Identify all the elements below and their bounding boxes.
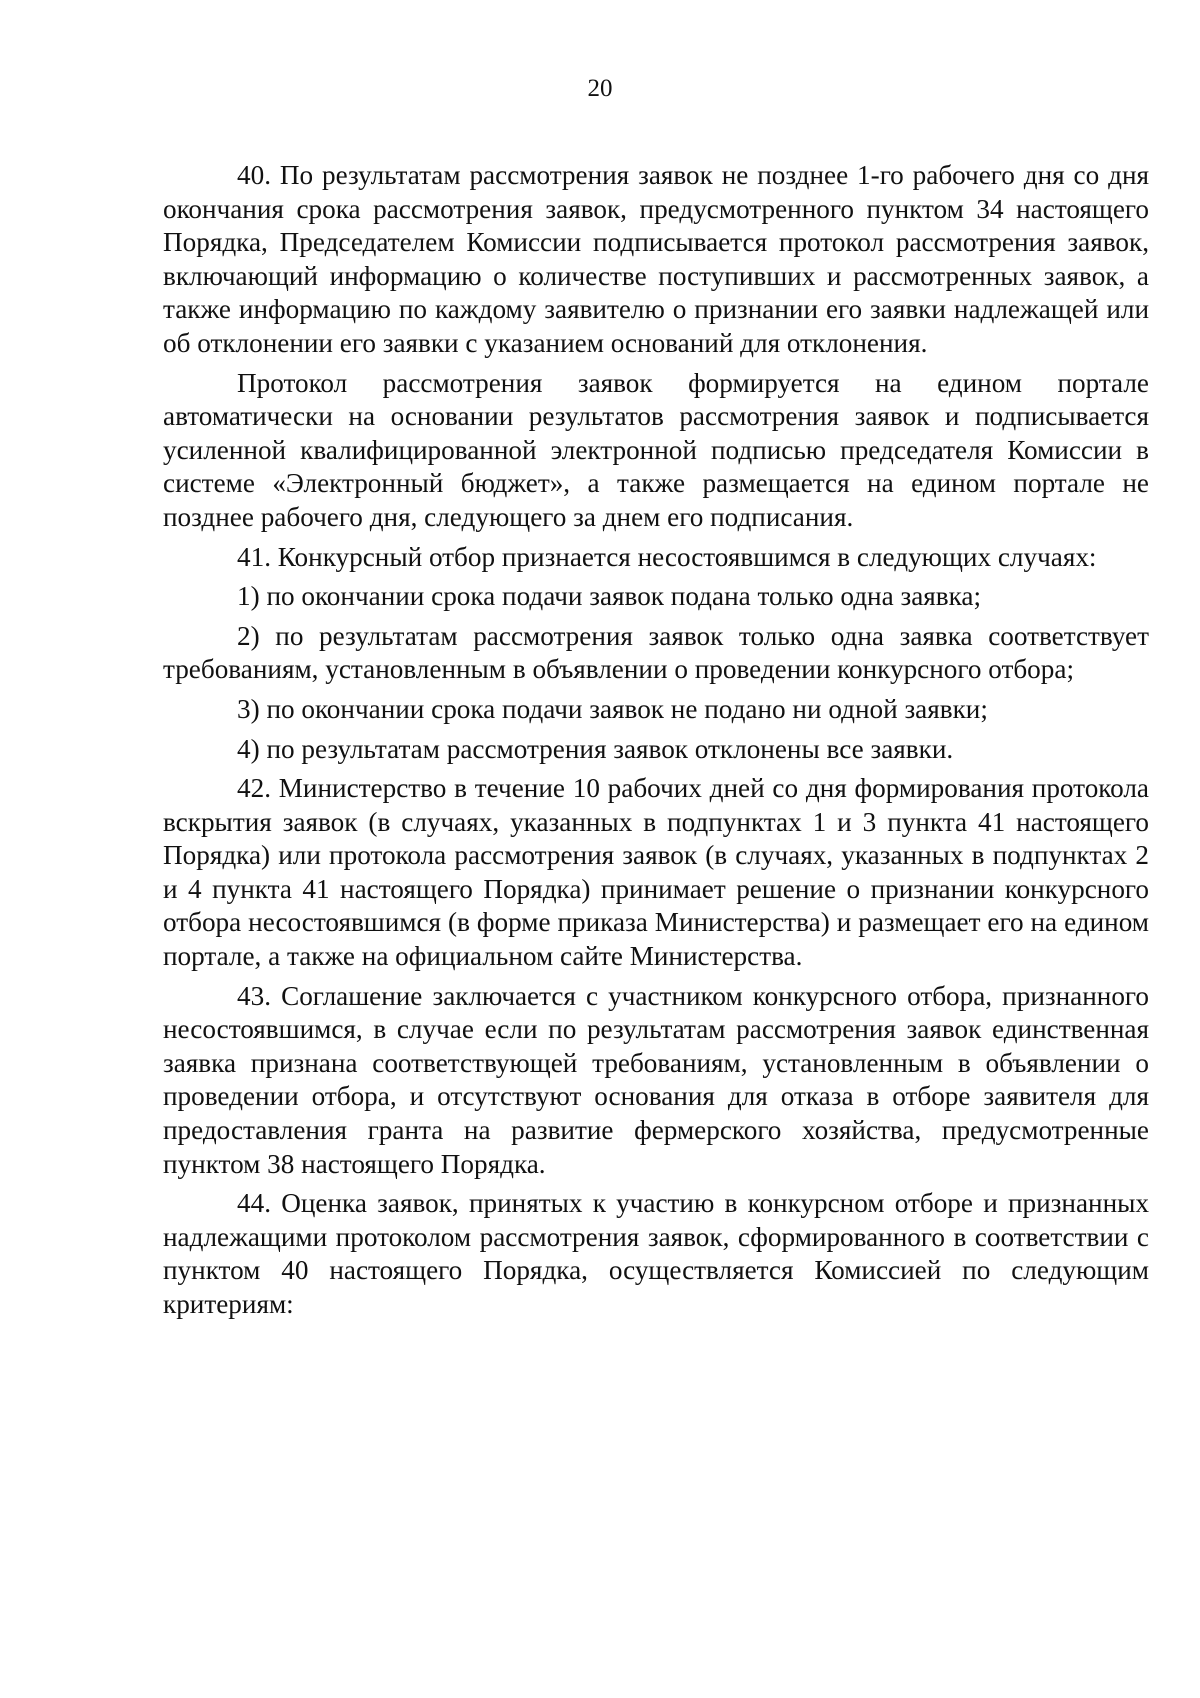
paragraph-43: 43. Соглашение заключается с участником конкурсного отбора, признанного несостоявшимся, в случае если по результатам рассмотрения заявок единственная заявка признана соответствующей требованиям, установленным в объявлении о проведении отбора, и отсутствуют основания для отказа в отборе заявителя для предоставления гранта на развитие фермерского хозяйства, предусмотренные пунктом 38 настоящего Порядка. [163, 980, 1149, 1179]
paragraph-40-protocol: Протокол рассмотрения заявок формируется на едином портале автоматически на основании результатов рассмотрения заявок и подписывается усиленной квалифицированной электронной подписью председателя Комиссии в системе «Электронный бюджет», а также размещается на едином портале не позднее рабочего дня, следующего за днем его подписания. [163, 367, 1149, 532]
paragraph-42: 42. Министерство в течение 10 рабочих дней со дня формирования протокола вскрытия заявок (в случаях, указанных в подпунктах 1 и 3 пункта 41 настоящего Порядка) или протокола рассмотрения заявок (в случаях, указанных в подпунктах 2 и 4 пункта 41 настоящего Порядка) принимает решение о признании конкурсного отбора несостоявшимся (в форме приказа Министерства) и размещает его на едином портале, а также на официальном сайте Министерства. [163, 773, 1149, 972]
paragraph-40: 40. По результатам рассмотрения заявок не позднее 1-го рабочего дня со дня окончания срока рассмотрения заявок, предусмотренного пунктом 34 настоящего Порядка, Председателем Комиссии подписывается протокол рассмотрения заявок, включающий информацию о количестве поступивших и рассмотренных заявок, а также информацию по каждому заявителю о признании его заявки надлежащей или об отклонении его заявки с указанием оснований для отклонения. [163, 160, 1149, 358]
paragraph-44: 44. Оценка заявок, принятых к участию в конкурсном отборе и признанных надлежащими протоколом рассмотрения заявок, сформированного в соответствии с пунктом 40 настоящего Порядка, осуществляется Комиссией по следующим критериям: [163, 1188, 1149, 1319]
document-body [163, 159, 1149, 1328]
page-number: 20 [587, 75, 613, 102]
paragraph-41-item-3: 3) по окончании срока подачи заявок не подано ни одной заявки; [237, 693, 988, 724]
paragraph-41: 41. Конкурсный отбор признается несостоявшимся в следующих случаях: [237, 541, 1097, 572]
paragraph-41-item-1: 1) по окончании срока подачи заявок подана только одна заявка; [237, 581, 982, 612]
paragraph-41-item-2: 2) по результатам рассмотрения заявок только одна заявка соответствует требованиям, установленным в объявлении о проведении конкурсного отбора; [163, 620, 1149, 685]
paragraph-41-item-4: 4) по результатам рассмотрения заявок отклонены все заявки. [237, 733, 954, 764]
